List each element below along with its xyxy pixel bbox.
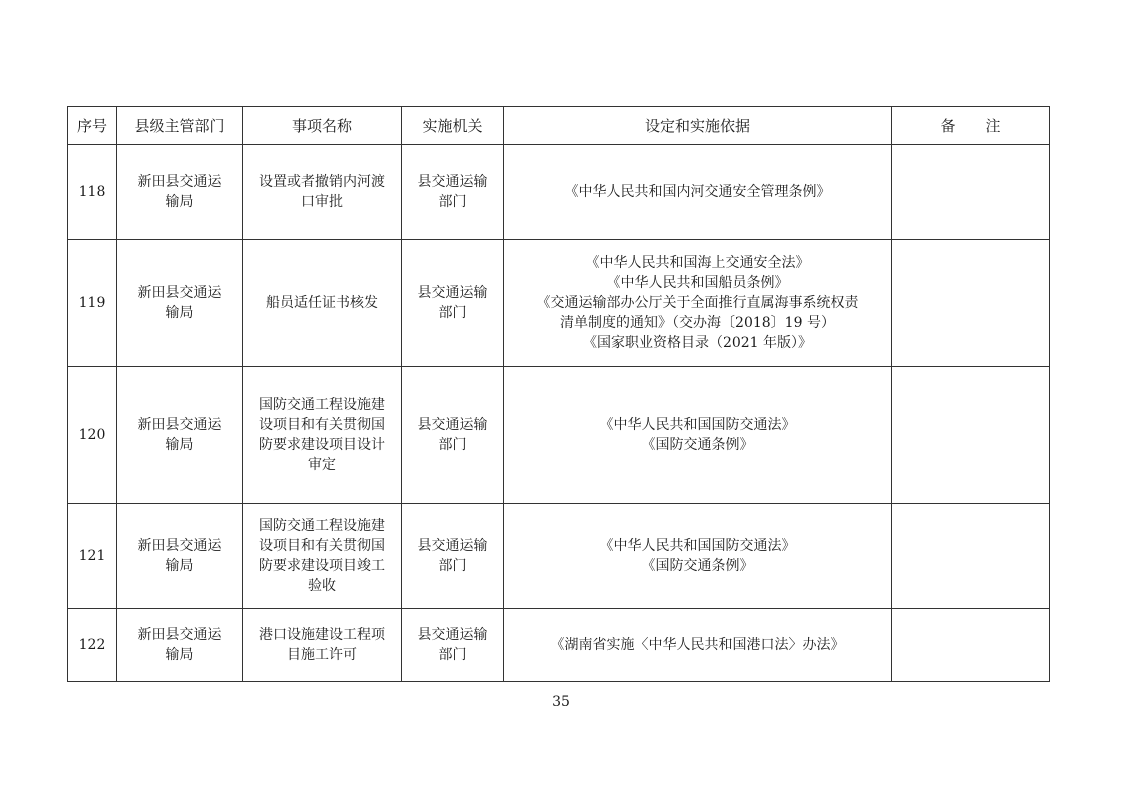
cell-line: 新田县交通运	[137, 417, 222, 433]
cell-line: 县交通运输	[417, 538, 488, 554]
header-agency: 实施机关	[402, 107, 504, 145]
cell-line: 新田县交通运	[137, 174, 222, 190]
cell-dept	[117, 145, 243, 240]
cell-line: 设项目和有关贯彻国	[259, 417, 385, 433]
cell-line: 《国防交通条例》	[641, 558, 754, 574]
cell-line: 部门	[438, 437, 467, 453]
cell-line: 国防交通工程设施建	[259, 397, 385, 413]
approval-items-table	[67, 106, 1050, 682]
cell-seq: 119	[68, 240, 117, 367]
cell-line: 设项目和有关贯彻国	[259, 538, 385, 554]
cell-line: 《国防交通条例》	[641, 437, 754, 453]
cell-basis	[504, 367, 892, 504]
cell-line: 《国家职业资格目录（2021 年版）》	[582, 335, 813, 351]
cell-line: 县交通运输	[417, 417, 488, 433]
cell-agency	[402, 504, 504, 609]
cell-item	[243, 367, 402, 504]
cell-line: 防要求建设项目竣工	[259, 558, 385, 574]
cell-line: 《交通运输部办公厅关于全面推行直属海事系统权责	[536, 295, 859, 311]
cell-remark	[892, 145, 1050, 240]
cell-seq: 118	[68, 145, 117, 240]
cell-line: 县交通运输	[417, 285, 488, 301]
cell-item	[243, 240, 402, 367]
cell-line: 清单制度的通知》（交办海〔2018〕19 号）	[560, 315, 835, 331]
header-basis: 设定和实施依据	[504, 107, 892, 145]
table-row	[68, 240, 1050, 367]
cell-line: 输局	[165, 437, 194, 453]
cell-line: 《中华人民共和国船员条例》	[606, 275, 789, 291]
cell-line: 部门	[438, 558, 467, 574]
header-remark: 备 注	[892, 107, 1050, 145]
table-row	[68, 609, 1050, 682]
header-dept: 县级主管部门	[117, 107, 243, 145]
cell-line: 《中华人民共和国海上交通安全法》	[585, 255, 810, 271]
cell-line: 《中华人民共和国内河交通安全管理条例》	[564, 184, 831, 200]
table-row	[68, 367, 1050, 504]
cell-line: 县交通运输	[417, 174, 488, 190]
cell-agency	[402, 367, 504, 504]
cell-seq: 121	[68, 504, 117, 609]
cell-dept	[117, 367, 243, 504]
cell-line: 部门	[438, 305, 467, 321]
page-number: 35	[552, 694, 570, 710]
cell-line: 设置或者撤销内河渡	[259, 174, 385, 190]
cell-agency	[402, 145, 504, 240]
cell-item	[243, 609, 402, 682]
cell-line: 县交通运输	[417, 627, 488, 643]
cell-line: 新田县交通运	[137, 627, 222, 643]
cell-dept	[117, 240, 243, 367]
cell-line: 目施工许可	[287, 647, 357, 663]
cell-line: 输局	[165, 647, 194, 663]
cell-line: 部门	[438, 647, 467, 663]
header-item: 事项名称	[243, 107, 402, 145]
cell-line: 港口设施建设工程项	[259, 627, 385, 643]
cell-basis	[504, 609, 892, 682]
cell-line: 口审批	[301, 194, 343, 210]
cell-line: 新田县交通运	[137, 538, 222, 554]
cell-line: 部门	[438, 194, 467, 210]
cell-line: 国防交通工程设施建	[259, 518, 385, 534]
cell-remark	[892, 240, 1050, 367]
cell-dept	[117, 609, 243, 682]
table-header-row	[68, 107, 1050, 145]
cell-agency	[402, 609, 504, 682]
header-seq: 序号	[68, 107, 117, 145]
cell-seq: 120	[68, 367, 117, 504]
table-row	[68, 145, 1050, 240]
cell-line: 验收	[308, 578, 336, 594]
cell-line: 《中华人民共和国国防交通法》	[599, 417, 796, 433]
cell-item	[243, 504, 402, 609]
cell-seq: 122	[68, 609, 117, 682]
table-row	[68, 504, 1050, 609]
cell-line: 输局	[165, 305, 194, 321]
cell-remark	[892, 504, 1050, 609]
cell-line: 审定	[308, 457, 336, 473]
cell-line: 输局	[165, 194, 194, 210]
cell-dept	[117, 504, 243, 609]
cell-basis	[504, 145, 892, 240]
cell-remark	[892, 609, 1050, 682]
cell-item	[243, 145, 402, 240]
cell-basis	[504, 504, 892, 609]
cell-remark	[892, 367, 1050, 504]
cell-basis	[504, 240, 892, 367]
cell-line: 新田县交通运	[137, 285, 222, 301]
cell-line: 《中华人民共和国国防交通法》	[599, 538, 796, 554]
cell-line: 船员适任证书核发	[266, 295, 378, 311]
cell-line: 防要求建设项目设计	[259, 437, 385, 453]
cell-agency	[402, 240, 504, 367]
cell-line: 输局	[165, 558, 194, 574]
cell-line: 《湖南省实施〈中华人民共和国港口法〉办法》	[550, 637, 845, 653]
